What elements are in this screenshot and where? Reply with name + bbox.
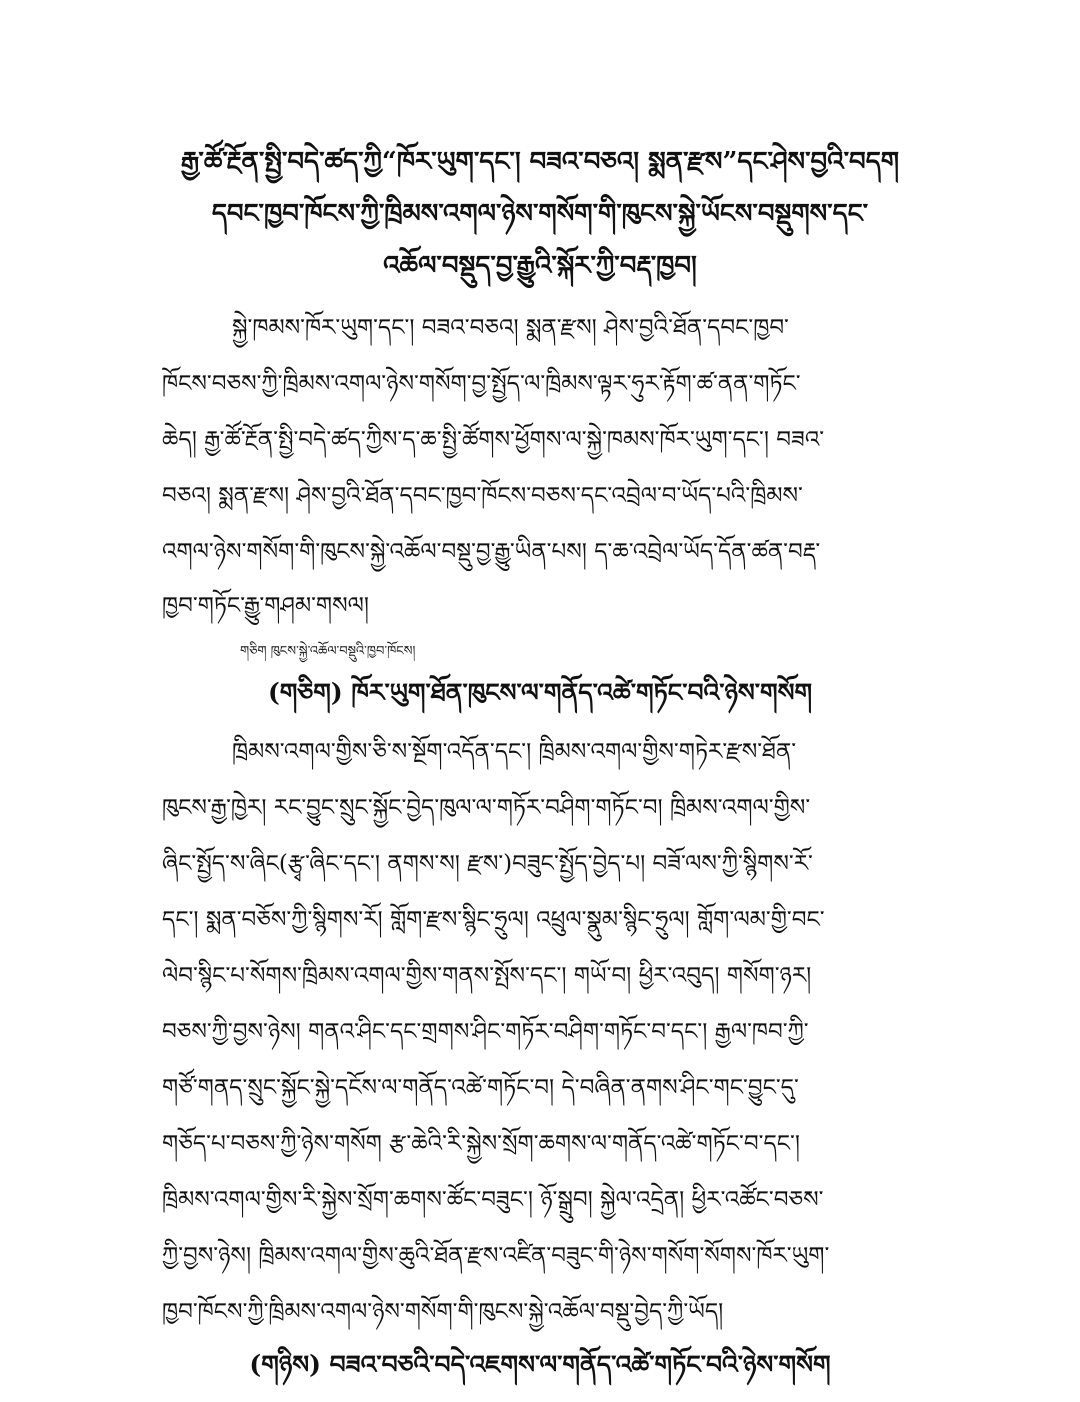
intro-paragraph-line: ཆེད། རྒྱ་ཚོ་རྔོན་སྤྱི་བདེ་ཚད་ཀྱིས་ད་ཆ་སྤྱི་ཚོགས་ཕྱོགས་ལ་སྐྱེ་ཁམས་ཁོར་ཡུག་དང་། བཟའ་ xyxy=(162,427,825,453)
section-2-heading: (གཉིས) བཟའ་བཅའི་བདེ་འཇགས་ལ་གནོད་འཚེ་གཏོང་བའི་ཉེས་གསོག xyxy=(249,1350,831,1379)
document-title-line-3: འཆོལ་བསྡུད་བྱ་རྒྱུའི་སྐོར་ཀྱི་བརྡ་ཁྱབ། xyxy=(383,251,697,281)
section-1-line: བཅས་ཀྱི་བྱས་ཉེས། གནའ་ཤིང་དང་གྲགས་ཤིང་གཏོར་བཤིག་གཏོང་བ་དང་། རྒྱལ་ཁབ་ཀྱི་ xyxy=(162,1019,809,1045)
section-1-heading: (གཅིག) ཁོར་ཡུག་ཐོན་ཁུངས་ལ་གནོད་འཚེ་གཏོང་བའི་ཉེས་གསོག xyxy=(267,678,813,707)
section-1-line: ཁུངས་རྒྱ་ཁྱེར། རང་བྱུང་སྲུང་སྐྱོང་བྱེད་ཁུལ་ལ་གཏོར་བཤིག་གཏོང་བ། ཁྲིམས་འགལ་གྱིས་ xyxy=(162,795,811,821)
section-1-line: ཁྲིམས་འགལ་གྱིས་ཅི་ས་སྔོག་འདོན་དང་། ཁྲིམས་འགལ་གྱིས་གཏེར་རྫས་ཐོན་ xyxy=(232,739,797,765)
intro-paragraph-line: ཁྱབ་གཏོང་རྒྱུ་གཤམ་གསལ། xyxy=(162,593,369,619)
section-1-line: ཁྲིམས་འགལ་གྱིས་རི་སྐྱེས་སྲོག་ཆགས་ཚོང་བཟུང་། ཉོ་སྒྲུབ། སྐྱེལ་འདྲེན། ཕྱིར་འཚོང་བཅས་ xyxy=(162,1187,824,1213)
section-1-line: ལེབ་སྙིང་པ་སོགས་ཁྲིམས་འགལ་གྱིས་གནས་སྤོས་དང་། གཡོ་བ། ཕྱིར་འབུད། གསོག་ཉར། xyxy=(162,963,812,989)
section-1-line: གཅོད་པ་བཅས་ཀྱི་ཉེས་གསོག རྩ་ཆེའི་རི་སྐྱེས་སྲོག་ཆགས་ལ་གནོད་འཚེ་གཏོང་བ་དང་། xyxy=(162,1131,800,1157)
intro-paragraph-line: འགལ་ཉེས་གསོག་གི་ཁུངས་སྐྱེ་འཆོལ་བསྡུ་བྱ་རྒྱུ་ཡིན་པས། ད་ཆ་འབྲེལ་ཡོད་དོན་ཚན་བརྡ་ xyxy=(162,539,821,565)
margin-note: གཅིག ཁུངས་སྐྱེ་འཆོལ་བསྡུའི་ཁྱབ་ཁོངས། xyxy=(240,644,416,659)
section-1-line: དང་། སྨན་བཅོས་ཀྱི་སྙིགས་རོ། གློག་རྫས་སྙིང་ཧྲུལ། འཕྲུལ་སྣུམ་སྙིང་ཧྲུལ། གློག་ལམ་གྱི་བང་ xyxy=(162,907,825,933)
section-1-line: ཁྱབ་ཁོངས་ཀྱི་ཁྲིམས་འགལ་ཉེས་གསོག་གི་ཁུངས་སྐྱེ་འཆོལ་བསྡུ་བྱེད་ཀྱི་ཡོད། xyxy=(162,1299,724,1325)
section-1-line: ཞིང་སྤྱོད་ས་ཞིང(རྩྭ་ཞིང་དང་། ནགས་ས། རྫས་)བཟུང་སྤྱོད་བྱེད་པ། བཟོ་ལས་ཀྱི་སྙིགས་རོ་ xyxy=(162,851,813,877)
intro-paragraph-line: བཅའ། སྨན་རྫས། ཤེས་བྱའི་ཐོན་དབང་ཁྱབ་ཁོངས་བཅས་དང་འབྲེལ་བ་ཡོད་པའི་ཁྲིམས་ xyxy=(162,483,803,509)
document-title-line-2: དབང་ཁྱབ་ཁོངས་ཀྱི་ཁྲིམས་འགལ་ཉེས་གསོག་གི་ཁུངས་སྐྱེ་ཡོངས་བསྡུགས་དང་ xyxy=(211,199,869,229)
intro-paragraph-line: ཁོངས་བཅས་ཀྱི་ཁྲིམས་འགལ་ཉེས་གསོག་བྱ་སྤྱོད་ལ་ཁྲིམས་ལྟར་ཧུར་རྟོག་ཚ་ནན་གཏོང་ xyxy=(162,371,801,397)
section-1-line: ཀྱི་བྱས་ཉེས། ཁྲིམས་འགལ་གྱིས་ཆུའི་ཐོན་རྫས་འཛིན་བཟུང་གི་ཉེས་གསོག་སོགས་ཁོར་ཡུག་ xyxy=(162,1243,830,1269)
intro-paragraph-line: སྐྱེ་ཁམས་ཁོར་ཡུག་དང་། བཟའ་བཅའ། སྨན་རྫས། ཤེས་བྱའི་ཐོན་དབང་ཁྱབ་ xyxy=(232,315,789,341)
section-1-line: གཙོ་གནད་སྲུང་སྐྱོང་སྐྱེ་དངོས་ལ་གནོད་འཚེ་གཏོང་བ། དེ་བཞིན་ནགས་ཤིང་གང་བྱུང་དུ་ xyxy=(162,1075,799,1101)
document-title-line-1: རྒྱ་ཚོ་རྔོན་སྤྱི་བདེ་ཚད་ཀྱི“ཁོར་ཡུག་དང་། བཟའ་བཅའ། སྨན་རྫས”དང་ཤེས་བྱའི་བདག xyxy=(180,147,900,177)
